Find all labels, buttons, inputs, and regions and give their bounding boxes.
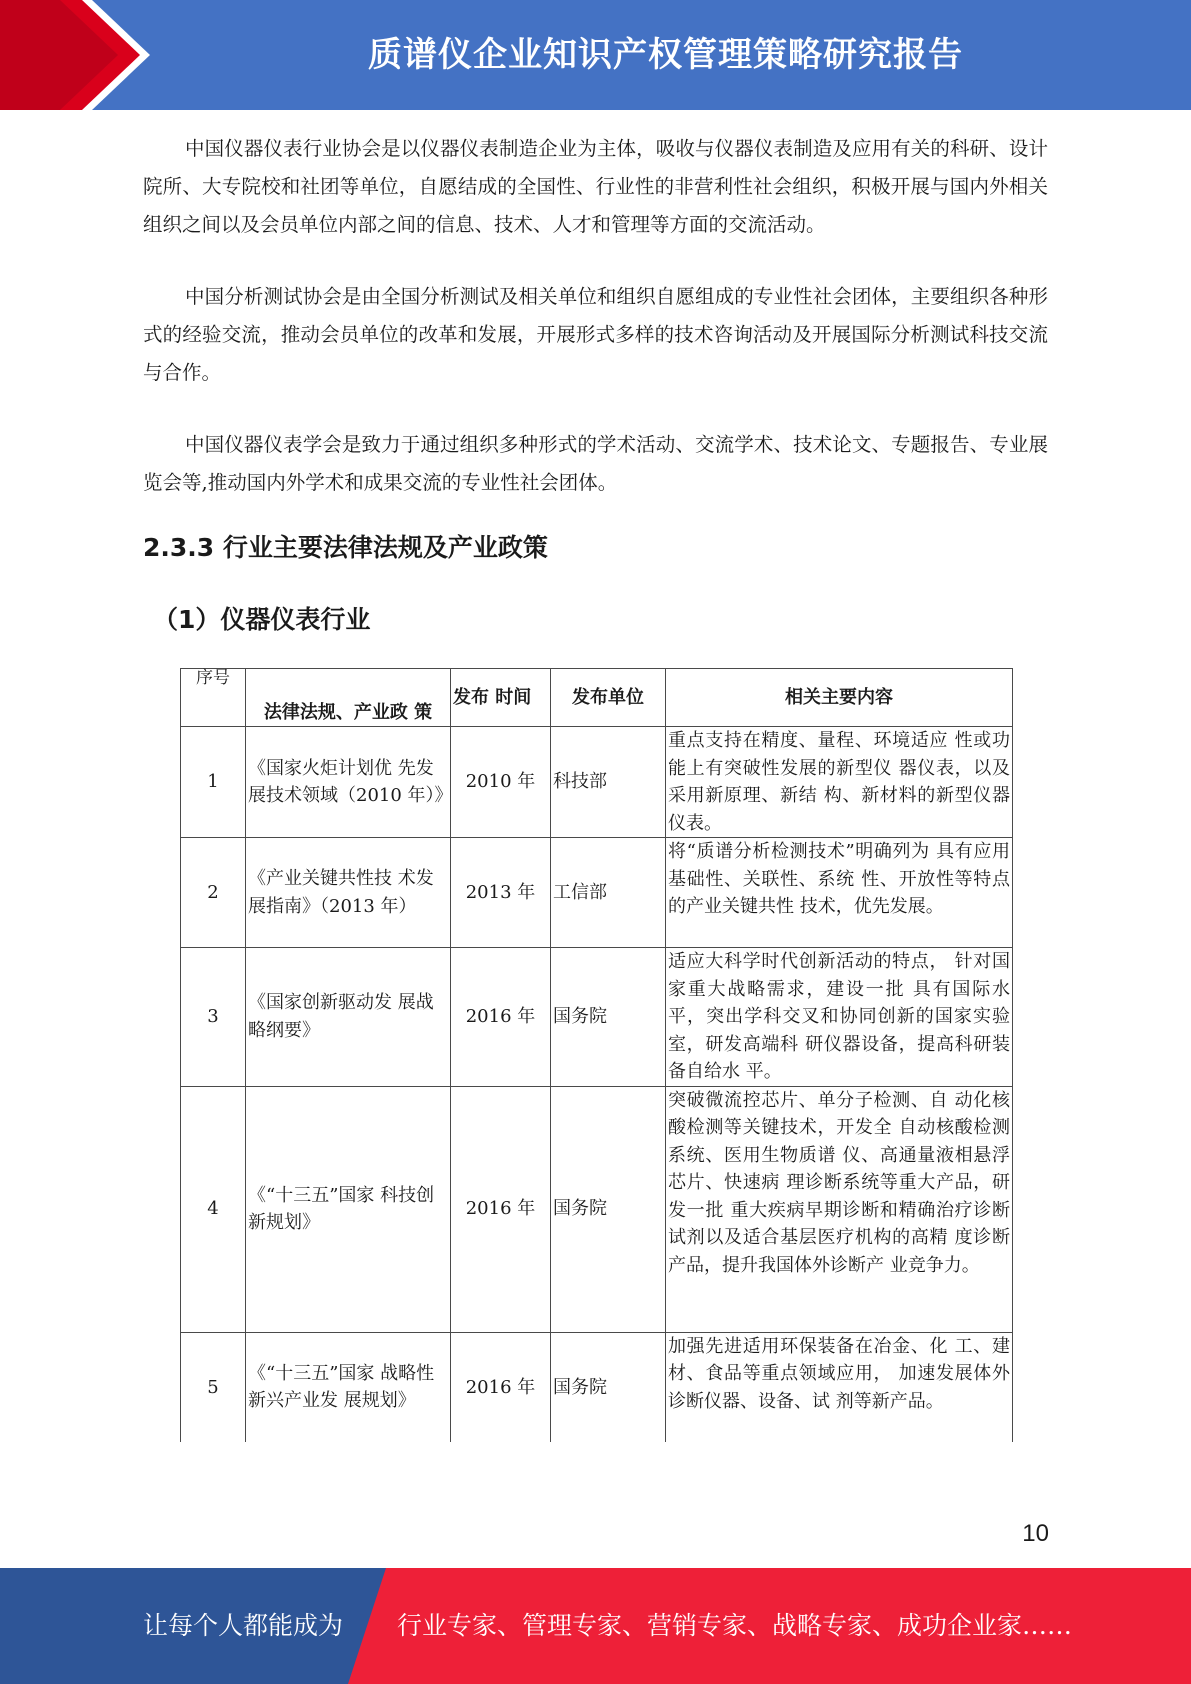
page-footer xyxy=(0,1568,1191,1684)
policy-content: 突破微流控芯片、单分子检测、自 动化核酸检测等关键技术，开发全 自动核酸检测系统、医用生物质谱 仪、高通量液相悬浮芯片、快速病 理诊断系统等重大产品，研发一批 重大疾病早期诊断和精确治疗诊断 试剂以及适合基层医疗机构的高精 度诊断产品，提升我国体外诊断产 业竞争力。 xyxy=(666,1086,1013,1332)
issuer: 工信部 xyxy=(551,838,666,948)
issuer: 科技部 xyxy=(551,727,666,838)
paragraph: 中国仪器仪表行业协会是以仪器仪表制造企业为主体，吸收与仪器仪表制造及应用有关的科研、设计院所、大专院校和社团等单位，自愿结成的全国性、行业性的非营利性社会组织，积极开展与国内外相关组织之间以及会员单位内部之间的信息、技术、人才和管理等方面的交流活动。 xyxy=(143,137,1048,236)
publish-year: 2016 年 xyxy=(451,1332,551,1442)
row-number: 1 xyxy=(181,727,246,838)
policy-name: 《产业关键共性技 术发展指南》（2013 年） xyxy=(246,838,451,948)
report-title: 质谱仪企业知识产权管理策略研究报告 xyxy=(368,35,963,75)
table-row xyxy=(181,948,1013,1087)
footer-slogan-right: 行业专家、管理专家、营销专家、战略专家、成功企业家…… xyxy=(397,1611,1073,1640)
policy-name: 《“十三五”国家 战略性新兴产业发 展规划》 xyxy=(246,1332,451,1442)
column-header-policy: 法律法规、产业政 策 xyxy=(246,669,451,727)
report-header xyxy=(0,0,1191,110)
publish-year: 2010 年 xyxy=(451,727,551,838)
policy-name: 《“十三五”国家 科技创新规划》 xyxy=(246,1086,451,1332)
publish-year: 2016 年 xyxy=(451,948,551,1087)
policy-content: 重点支持在精度、量程、环境适应 性或功能上有突破性发展的新型仪 器仪表，以及采用新原理、新结 构、新材料的新型仪器仪表。 xyxy=(666,727,1013,838)
header-arrow-decoration xyxy=(0,0,150,110)
column-header-content: 相关主要内容 xyxy=(666,669,1013,727)
page-number: 10 xyxy=(1022,1520,1049,1547)
policy-name: 《国家创新驱动发 展战略纲要》 xyxy=(246,948,451,1087)
table-header-row xyxy=(181,669,1013,727)
issuer: 国务院 xyxy=(551,1086,666,1332)
policy-table xyxy=(180,668,1013,1442)
table-row xyxy=(181,1086,1013,1332)
table-row xyxy=(181,727,1013,838)
publish-year: 2016 年 xyxy=(451,1086,551,1332)
subsection-heading: （1）仪器仪表行业 xyxy=(153,605,371,634)
table-row xyxy=(181,838,1013,948)
policy-content: 将“质谱分析检测技术”明确列为 具有应用基础性、关联性、系统 性、开放性等特点的产业关键共性 技术，优先发展。 xyxy=(666,838,1013,948)
column-header-date: 发布 时间 xyxy=(451,669,551,727)
paragraph: 中国分析测试协会是由全国分析测试及相关单位和组织自愿组成的专业性社会团体，主要组织各种形式的经验交流，推动会员单位的改革和发展，开展形式多样的技术咨询活动及开展国际分析测试科技交流与合作。 xyxy=(143,285,1048,384)
issuer: 国务院 xyxy=(551,1332,666,1442)
paragraph: 中国仪器仪表学会是致力于通过组织多种形式的学术活动、交流学术、技术论文、专题报告、专业展览会等,推动国内外学术和成果交流的专业性社会团体。 xyxy=(143,433,1048,494)
issuer: 国务院 xyxy=(551,948,666,1087)
body-text xyxy=(143,130,1048,536)
column-header-number: 序号 xyxy=(181,669,246,727)
row-number: 3 xyxy=(181,948,246,1087)
row-number: 5 xyxy=(181,1332,246,1442)
policy-content: 加强先进适用环保装备在冶金、化 工、建材、食品等重点领域应用， 加速发展体外诊断仪器、设备、试 剂等新产品。 xyxy=(666,1332,1013,1442)
policy-content: 适应大科学时代创新活动的特点， 针对国家重大战略需求，建设一批 具有国际水平，突出学科交叉和协同创新的国家实验室，研发高端科 研仪器设备，提高科研装备自给水 平。 xyxy=(666,948,1013,1087)
row-number: 2 xyxy=(181,838,246,948)
row-number: 4 xyxy=(181,1086,246,1332)
publish-year: 2013 年 xyxy=(451,838,551,948)
column-header-issuer: 发布单位 xyxy=(551,669,666,727)
table-row xyxy=(181,1332,1013,1442)
policy-name: 《国家火炬计划优 先发展技术领域（2010 年）》 xyxy=(246,727,451,838)
section-heading: 2.3.3 行业主要法律法规及产业政策 xyxy=(143,533,548,562)
footer-slogan-left: 让每个人都能成为 xyxy=(143,1611,344,1640)
